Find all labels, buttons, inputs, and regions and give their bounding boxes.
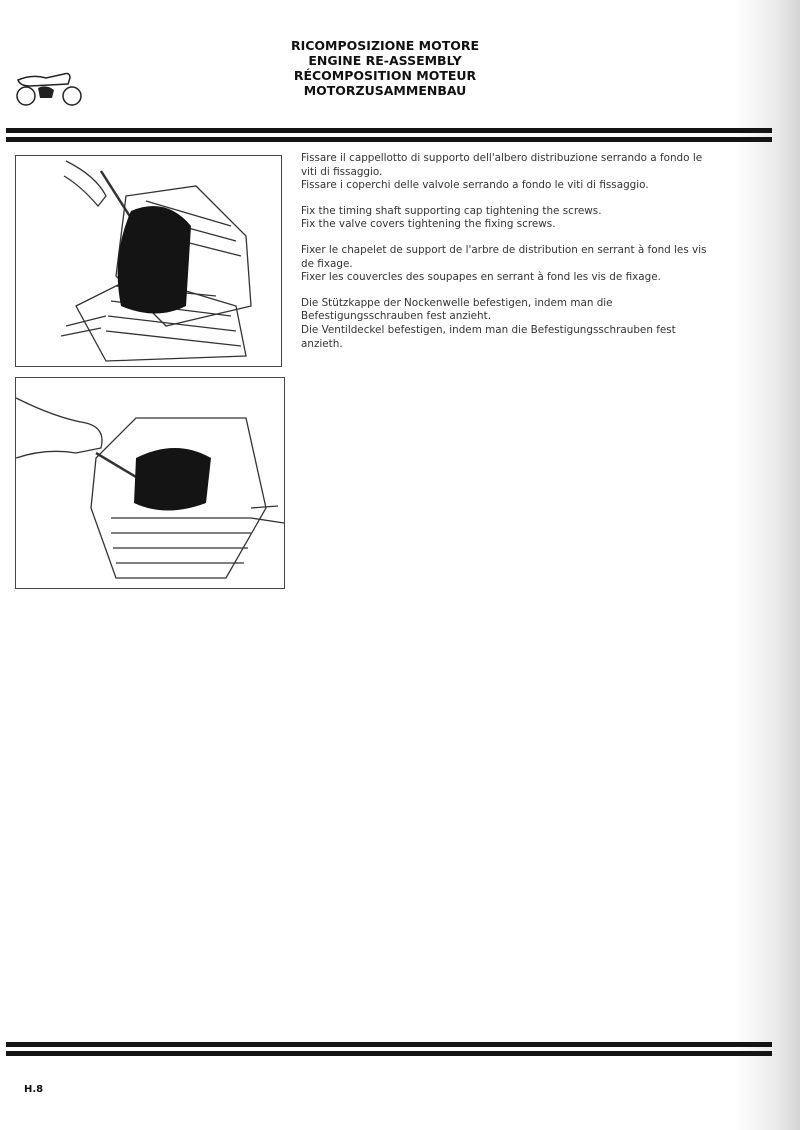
footer-rule — [6, 1042, 772, 1047]
instructions-de — [301, 297, 716, 351]
instruction-en-1: Fix the timing shaft supporting cap tightening the screws. — [301, 204, 602, 217]
instruction-fr-2: Fixer les couvercles des soupapes en serrant à fond les vis de fixage. — [301, 271, 661, 284]
engine-valve-cover-illustration — [16, 378, 284, 588]
title-de: MOTORZUSAMMENBAU — [303, 83, 467, 98]
title-it: RICOMPOSIZIONE MOTORE — [290, 38, 480, 53]
instruction-en-2: Fix the valve covers tightening the fixing screws. — [301, 218, 556, 231]
title-en: ENGINE RE-ASSEMBLY — [308, 53, 462, 68]
instructions-text — [301, 152, 716, 363]
instruction-it-1: Fissare il cappellotto di supporto dell'albero distribuzione serrando a fondo le viti di fissaggio. — [301, 152, 703, 178]
instructions-fr — [301, 244, 716, 285]
instructions-it — [301, 152, 716, 193]
instruction-fr-1: Fixer le chapelet de support de l'arbre de distribution en serrant à fond les vis de fixage. — [301, 243, 707, 270]
instructions-en — [301, 205, 716, 232]
instruction-de-2: Die Ventildeckel befestigen, indem man die Befestigungsschrauben fest anzieth. — [301, 323, 676, 350]
header-rule — [6, 128, 772, 133]
motorcycle-logo-icon — [12, 68, 84, 108]
header-rule — [6, 137, 772, 142]
instruction-it-2: Fissare i coperchi delle valvole serrando a fondo le viti di fissaggio. — [301, 179, 649, 192]
scan-edge-shadow — [735, 0, 800, 1130]
page-titles — [260, 38, 510, 98]
title-fr: RÉCOMPOSITION MOTEUR — [293, 68, 477, 83]
footer-rule — [6, 1051, 772, 1056]
page-number: H.8 — [24, 1084, 44, 1095]
instruction-de-1: Die Stützkappe der Nockenwelle befestigen, indem man die Befestigungsschrauben fest anzieht. — [301, 296, 613, 323]
engine-head-cap-illustration — [16, 156, 281, 366]
figure-timing-cap — [15, 155, 282, 367]
figure-valve-cover — [15, 377, 285, 589]
